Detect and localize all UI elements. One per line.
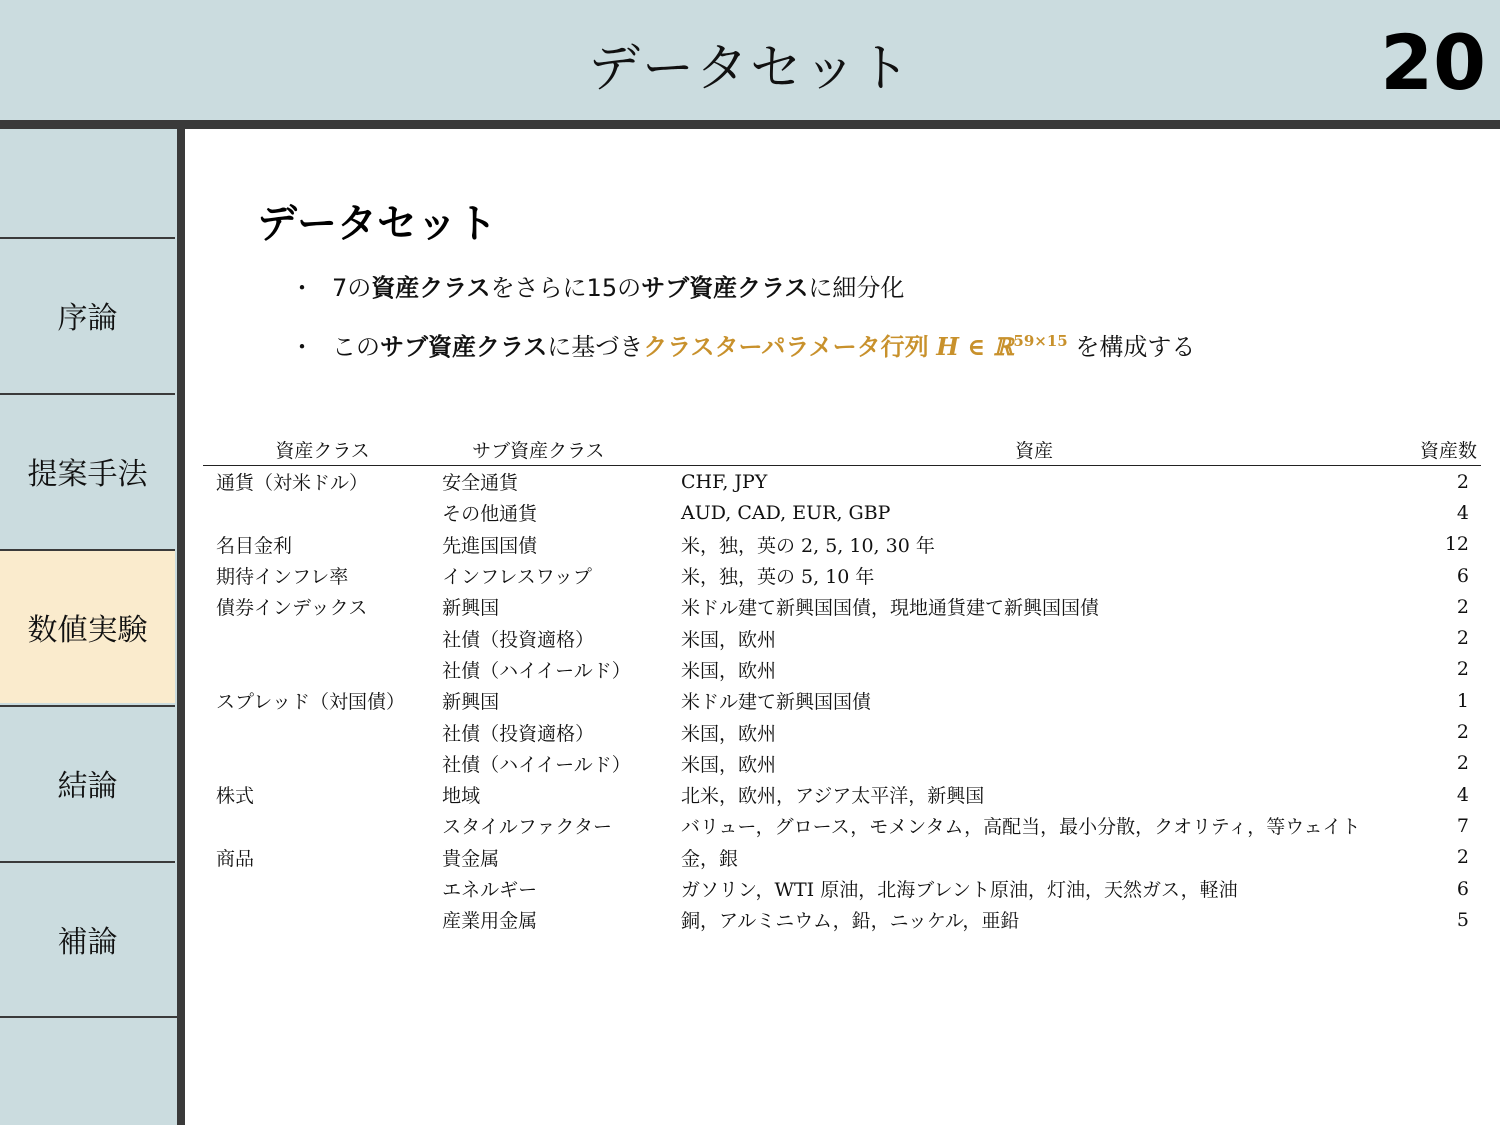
cell-asset-class: スプレッド（対国債） <box>216 691 406 714</box>
cell-sub-asset-class: 新興国 <box>442 691 500 714</box>
cell-asset-count: 2 <box>1456 595 1469 618</box>
table-header-row <box>203 433 1481 466</box>
sidebar <box>0 129 177 1125</box>
table-row <box>203 497 1481 528</box>
cell-sub-asset-class: インフレスワップ <box>442 566 592 589</box>
cell-assets: 米，独，英の 5, 10 年 <box>681 566 875 589</box>
cell-asset-count: 2 <box>1456 627 1469 650</box>
bullet-text: をさらに15の <box>490 274 642 302</box>
cell-assets: 米国，欧州 <box>681 753 777 776</box>
cell-asset-class <box>203 622 442 653</box>
cell-sub-asset-class: エネルギー <box>442 879 538 901</box>
cell-assets: 米ドル建て新興国国債，現地通貨建て新興国国債 <box>681 597 1100 620</box>
bullet-text: に細分化 <box>808 274 905 302</box>
cell-asset-count: 6 <box>1456 877 1469 900</box>
cell-asset-count: 6 <box>1456 564 1469 587</box>
column-header-sub-asset-class: サブ資産クラス <box>442 433 681 466</box>
slide-title: データセット <box>587 39 912 99</box>
formula-superscript: 59×15 <box>1013 332 1068 350</box>
table-row <box>203 622 1481 653</box>
column-header-asset-count: 資産数 <box>1387 433 1481 466</box>
table-row <box>203 716 1481 747</box>
cell-asset-class <box>203 497 442 528</box>
table-row <box>203 904 1481 935</box>
cell-sub-asset-class: 社債（ハイイールド） <box>442 659 631 682</box>
cell-asset-class <box>203 873 442 904</box>
cell-asset-count: 2 <box>1456 846 1469 869</box>
bullet-cluster-matrix <box>290 327 1195 362</box>
slide-header <box>0 0 1500 120</box>
cell-asset-class <box>203 716 442 747</box>
table-row <box>203 466 1481 498</box>
cell-sub-asset-class: 先進国国債 <box>442 534 538 557</box>
bold-term: サブ資産クラス <box>380 333 548 361</box>
accent-term: クラスターパラメータ行列 <box>643 333 929 361</box>
cell-assets: 銅，アルミニウム，鉛，ニッケル，亜鉛 <box>681 910 1020 933</box>
cell-assets: AUD, CAD, EUR, GBP <box>681 501 891 524</box>
cell-asset-count: 4 <box>1456 501 1469 524</box>
table-row <box>203 685 1481 716</box>
cell-sub-asset-class: 安全通貨 <box>442 472 519 495</box>
cell-asset-count: 7 <box>1456 814 1469 837</box>
cell-assets: ガソリン，WTI 原油，北海ブレント原油，灯油，天然ガス，軽油 <box>681 879 1238 901</box>
cell-sub-asset-class: 社債（ハイイールド） <box>442 753 631 776</box>
bullet-marker: ・ <box>290 274 314 302</box>
sidebar-rule <box>177 129 185 1125</box>
bullet-text: に基づき <box>547 333 644 361</box>
bullet-subdivision <box>290 268 904 303</box>
cell-sub-asset-class: 地域 <box>442 785 481 808</box>
formula-base: 𝑯 ∈ ℝ <box>936 332 1014 361</box>
cell-assets: 米ドル建て新興国国債 <box>681 691 872 714</box>
cell-assets: 米，独，英の 2, 5, 10, 30 年 <box>681 534 935 557</box>
cell-asset-count: 2 <box>1456 658 1469 681</box>
cell-assets: 米国，欧州 <box>681 659 777 682</box>
table-row <box>203 873 1481 904</box>
bullet-text: この <box>332 333 380 361</box>
sidebar-item-experiments[interactable]: 数値実験 <box>0 549 175 703</box>
table-row <box>203 591 1481 622</box>
cell-assets: 北米，欧州，アジア太平洋，新興国 <box>681 785 985 808</box>
bullet-text: を構成する <box>1067 333 1196 361</box>
cell-asset-class <box>203 810 442 841</box>
cell-asset-class <box>203 904 442 935</box>
header-divider <box>0 120 1500 129</box>
sidebar-item-conclusion[interactable]: 結論 <box>0 705 175 859</box>
cell-asset-count: 5 <box>1456 908 1469 931</box>
column-header-assets: 資産 <box>681 433 1387 466</box>
cell-sub-asset-class: 社債（投資適格） <box>442 722 595 745</box>
section-title: データセット <box>257 201 497 247</box>
cell-sub-asset-class: 新興国 <box>442 597 500 620</box>
cell-asset-count: 2 <box>1456 752 1469 775</box>
table-row <box>203 810 1481 841</box>
cell-asset-count: 2 <box>1456 470 1469 493</box>
cell-assets: 米国，欧州 <box>681 722 777 745</box>
cell-asset-class: 債券インデックス <box>216 597 368 620</box>
cell-assets: CHF, JPY <box>681 470 768 493</box>
page-number: 20 <box>1380 18 1486 107</box>
cell-sub-asset-class: 社債（投資適格） <box>442 628 595 651</box>
cell-asset-class <box>203 654 442 685</box>
cell-asset-class <box>203 748 442 779</box>
cell-assets: 金，銀 <box>681 847 739 870</box>
sidebar-item-introduction[interactable]: 序論 <box>0 237 175 391</box>
sidebar-divider <box>0 1016 177 1018</box>
table-row <box>203 529 1481 560</box>
cell-asset-count: 4 <box>1456 783 1469 806</box>
table-body <box>203 466 1481 936</box>
cell-asset-count: 1 <box>1456 689 1469 712</box>
table-row <box>203 779 1481 810</box>
cell-asset-class: 名目金利 <box>216 534 293 557</box>
cell-asset-count: 12 <box>1444 533 1469 556</box>
dataset-table <box>203 433 1481 935</box>
bullet-text: 7の <box>332 274 372 302</box>
bold-term: サブ資産クラス <box>641 274 809 302</box>
cell-sub-asset-class: 貴金属 <box>442 847 500 870</box>
cell-sub-asset-class: スタイルファクター <box>442 816 612 839</box>
cell-asset-count: 2 <box>1456 721 1469 744</box>
bullet-marker: ・ <box>290 333 314 361</box>
table-row <box>203 842 1481 873</box>
cell-asset-class: 通貨（対米ドル） <box>216 472 369 495</box>
sidebar-item-proposed-method[interactable]: 提案手法 <box>0 393 175 547</box>
cell-assets: バリュー，グロース，モメンタム，高配当，最小分散，クオリティ，等ウェイト <box>681 816 1361 839</box>
cell-assets: 米国，欧州 <box>681 628 777 651</box>
column-header-asset-class: 資産クラス <box>203 433 442 466</box>
matrix-formula <box>936 332 1067 361</box>
cell-asset-class: 期待インフレ率 <box>216 566 349 589</box>
table-row <box>203 654 1481 685</box>
table-row <box>203 560 1481 591</box>
cell-asset-class: 商品 <box>216 847 255 870</box>
sidebar-item-appendix[interactable]: 補論 <box>0 861 175 1015</box>
cell-asset-class: 株式 <box>216 785 255 808</box>
cell-sub-asset-class: 産業用金属 <box>442 910 538 933</box>
table-row <box>203 748 1481 779</box>
cell-sub-asset-class: その他通貨 <box>442 503 538 526</box>
bold-term: 資産クラス <box>371 274 491 302</box>
